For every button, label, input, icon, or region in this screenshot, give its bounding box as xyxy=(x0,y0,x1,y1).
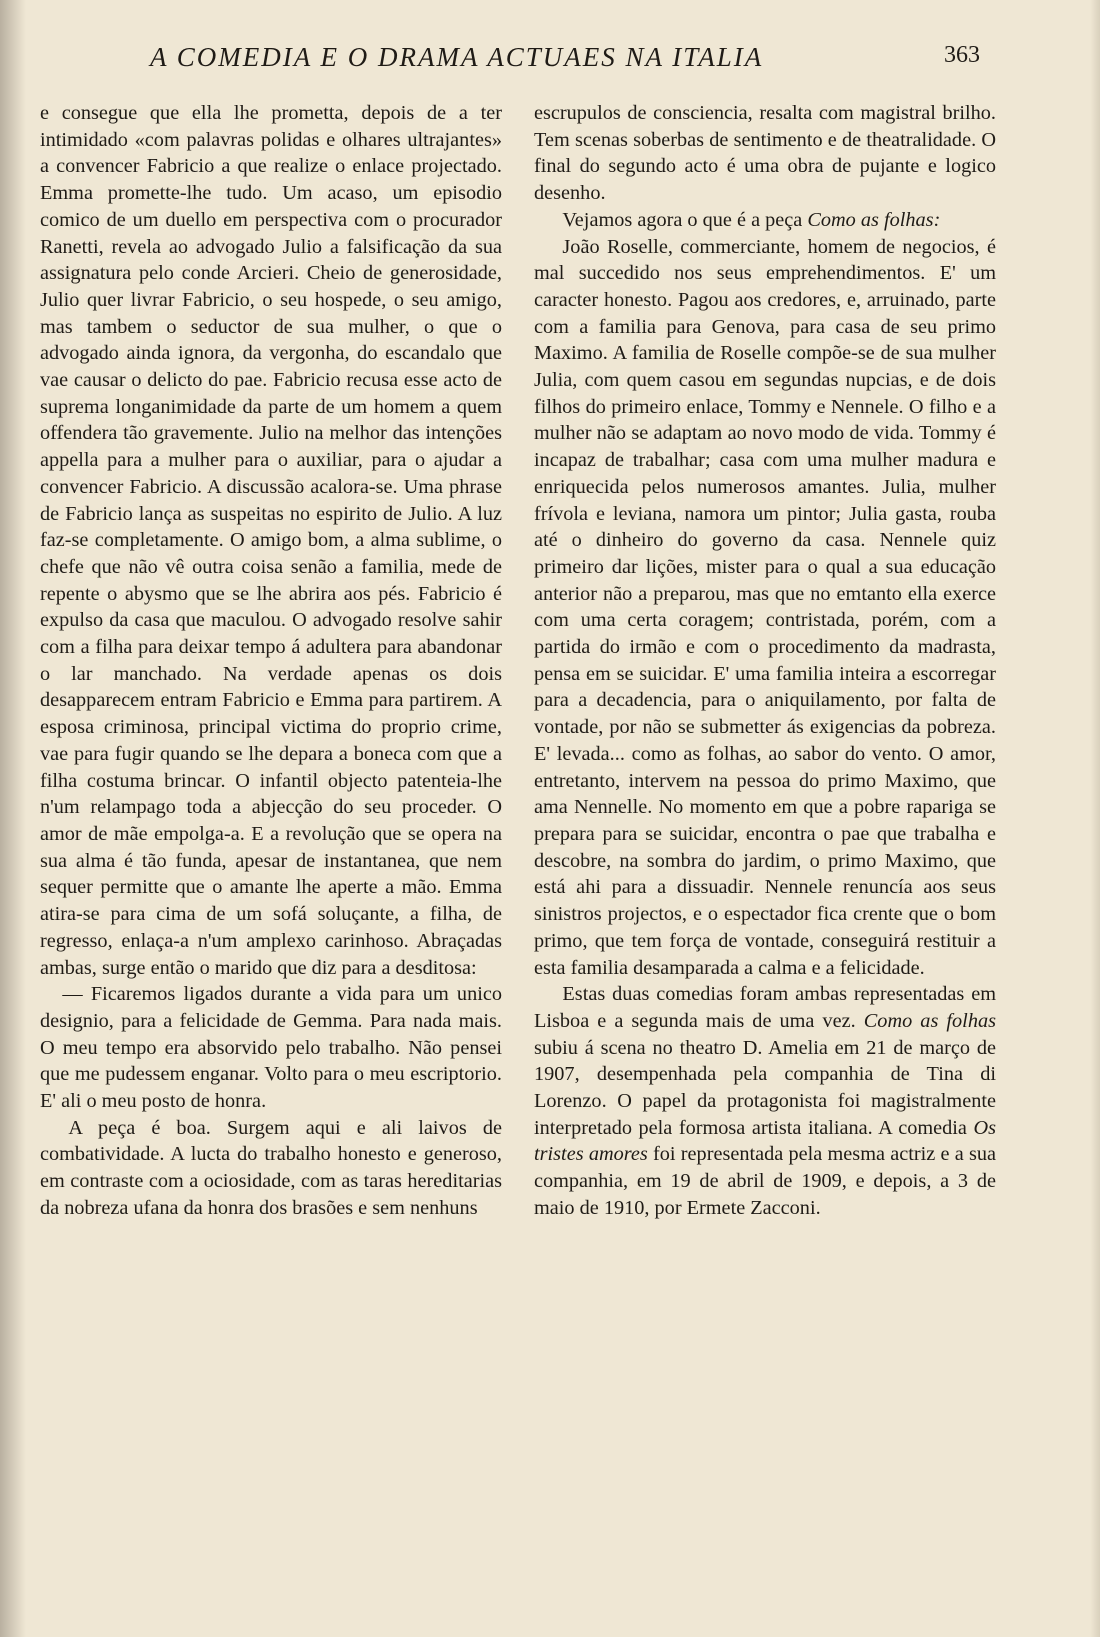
play-title: Os tristes amores xyxy=(534,1116,996,1166)
right-column xyxy=(534,100,996,1222)
paragraph: João Roselle, commerciante, homem de negocios, é mal succedido nos seus emprehendimentos. E' um caracter honesto. Pagou aos credores, e, arruinado, parte com a familia para Genova, para casa de seu primo Maximo. A familia de Roselle compõe-se de sua mulher Julia, com quem casou em segundas nupcias, e de dois filhos do primeiro enlace, Tommy e Nennele. O filho e a mulher não se adaptam ao novo modo de vida. Tommy é incapaz de trabalhar; casa com uma mulher madura e enriquecida pelos numerosos amantes. Julia, mulher frívola e leviana, namora um pintor; Julia gasta, rouba até o dinheiro do governo da casa. Nennele quiz primeiro dar lições, mister para o qual a sua educação anterior não a preparou, mas que no emtanto ella exerce com uma certa coragem; contristada, porém, com a partida do irmão e com o procedimento da madrasta, pensa em se suicidar. E' uma familia inteira a escorregar para a decadencia, para o aniquilamento, por falta de vontade, por não se submetter ás exigencias da pobreza. E' levada... como as folhas, ao sabor do vento. O amor, entretanto, intervem na pessoa do primo Maximo, que ama Nennelle. No momento em que a pobre rapariga se prepara para se suicidar, encontra o pae que trabalha e descobre, na sombra do jardim, o primo Maximo, que está ahi para a dissuadir. Nennele renuncía aos seus sinistros projectos, e o espectador fica crente que o bom primo, que tem força de vontade, conseguirá restituir a esta familia desamparada a calma e a felicidade. xyxy=(534,235,996,979)
paragraph-text: Vejamos agora o que é a peça xyxy=(562,208,808,231)
left-column xyxy=(40,100,502,1222)
page-number: 363 xyxy=(944,42,980,68)
paragraph: escrupulos de consciencia, resalta com magistral brilho. Tem scenas soberbas de sentimento e de theatralidade. O final do segundo acto é uma obra de pujante e logico desenho. xyxy=(534,102,996,205)
page-gutter-shadow xyxy=(0,0,26,1637)
paragraph-text: subiu á scena no theatro D. Amelia em 21 de março de 1907, desempenhada pela companhia de Tina di Lorenzo. O papel da protagonista foi magistralmente interpretado pela formosa artista italiana. A comedia xyxy=(534,1036,996,1139)
page-edge xyxy=(1090,0,1100,1637)
play-title: Como as folhas xyxy=(863,1009,996,1032)
paragraph-text: foi representada pela mesma actriz e a sua companhia, em 19 de abril de 1909, e depois, a 3 de maio de 1910, por Ermete Zacconi. xyxy=(534,1143,996,1219)
page-header xyxy=(150,38,980,78)
play-title: Como as folhas: xyxy=(807,208,941,231)
paragraph: A peça é boa. Surgem aqui e ali laivos de combatividade. A lucta do trabalho honesto e generoso, em contraste com a ociosidade, com as taras hereditarias da nobreza ufana da honra dos brasões e sem nenhuns xyxy=(40,1116,502,1219)
dialogue-paragraph: — Ficaremos ligados durante a vida para um unico designio, para a felicidade de Gemma. Para nada mais. O meu tempo era absorvido pelo trabalho. Não pensei que me pudessem enganar. Volto para o meu escriptorio. E' ali o meu posto de honra. xyxy=(40,983,502,1113)
paragraph: e consegue que ella lhe prometta, depois de a ter intimidado «com palavras polidas e olhares ultrajantes» a convencer Fabricio a que realize o enlace projectado. Emma promette-lhe tudo. Um acaso, um episodio comico de um duello em perspectiva com o procurador Ranetti, revela ao advogado Julio a falsificação da sua assignatura pelo conde Arcieri. Cheio de generosidade, Julio quer livrar Fabricio, o seu hospede, o seu amigo, mas tambem o seductor de sua mulher, o que o advogado ainda ignora, da vergonha, do escandalo que vae causar o delicto do pae. Fabricio recusa esse acto de suprema longanimidade da parte de um homem a quem offendera tão gravemente. Julio na melhor das intenções appella para a mulher para o auxiliar, para o ajudar a convencer Fabricio. A discussão acalora-se. Uma phrase de Fabricio lança as suspeitas no espirito de Julio. A luz faz-se completamente. O amigo bom, a alma sublime, o chefe que não vê outra coisa senão a familia, mede de repente o abysmo que se lhe abrira aos pés. Fabricio é expulso da casa que maculou. O advogado resolve sahir com a filha para deixar tempo á adultera para abandonar o lar manchado. Na verdade apenas os dois desapparecem entram Fabricio e Emma para partirem. A esposa criminosa, principal victima do proprio crime, vae para fugir quando se lhe depara a boneca com que a filha costuma brincar. O infantil objecto patenteia-lhe n'um relampago toda a abjecção do seu proceder. O amor de mãe empolga-a. E a revolução que se opera na sua alma é tão funda, apesar de instantanea, que nem sequer permitte que o amante lhe aperte a mão. Emma atira-se para cima de um sofá soluçante, a filha, de regresso, enlaça-a n'um amplexo carinhoso. Abraçadas ambas, surge então o marido que diz para a desditosa: xyxy=(40,102,502,979)
paragraph xyxy=(534,981,996,1221)
running-title: A COMEDIA E O DRAMA ACTUAES NA ITALIA xyxy=(150,42,764,72)
paragraph xyxy=(534,207,996,234)
paragraph-text: Estas duas comedias foram ambas representadas em Lisboa e a segunda mais de uma vez. xyxy=(534,983,996,1032)
